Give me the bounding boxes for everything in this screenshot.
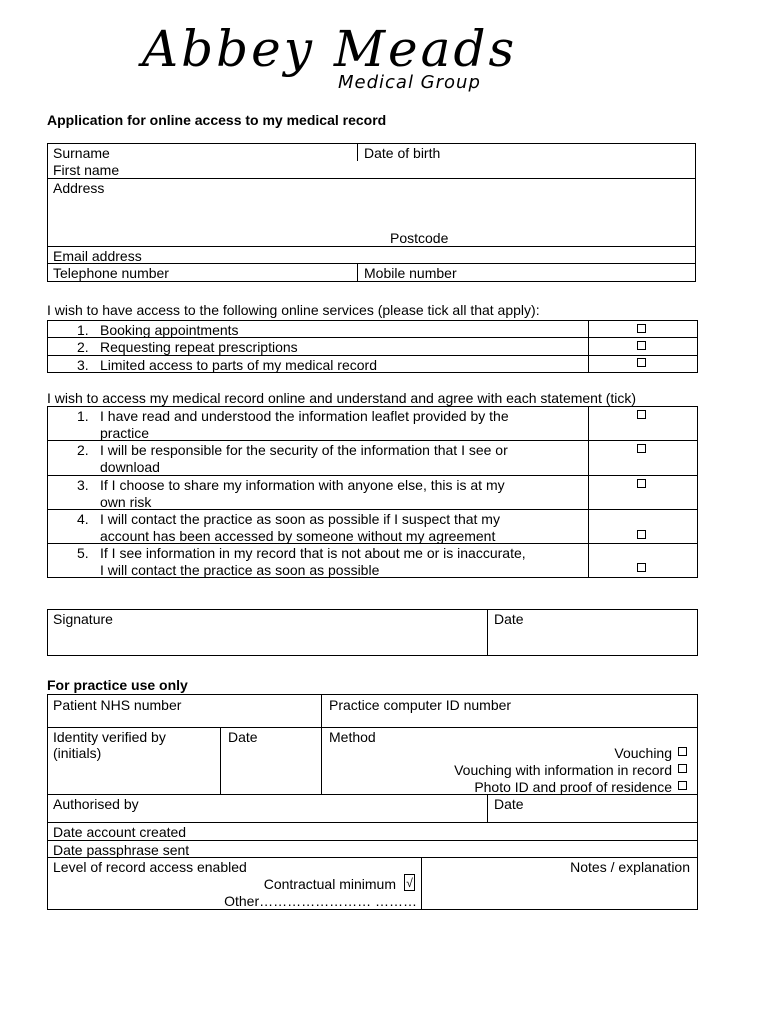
- statement-num: 2.: [77, 442, 89, 458]
- statement-num: 5.: [77, 545, 89, 561]
- method-vouching-checkbox[interactable]: [678, 747, 687, 756]
- identity-verified-sublabel: (initials): [53, 745, 102, 761]
- check-mark-icon: √: [406, 876, 413, 890]
- divider: [357, 263, 358, 282]
- address-field[interactable]: Address: [53, 180, 105, 196]
- postcode-field[interactable]: Postcode: [390, 230, 449, 246]
- method-label: Method: [329, 729, 376, 745]
- divider: [487, 609, 488, 656]
- statement-contact-line1: I will contact the practice as soon as possible if I suspect that my: [100, 511, 500, 527]
- statement-share-line2: own risk: [100, 494, 152, 510]
- statement-leaflet-line1: I have read and understood the information leaflet provided by the: [100, 408, 509, 424]
- method-vouching-label: Vouching: [614, 745, 672, 761]
- statement-security-checkbox[interactable]: [637, 444, 646, 453]
- divider: [47, 475, 698, 476]
- signature-table: [47, 609, 698, 656]
- contractual-minimum-checkbox[interactable]: [404, 874, 415, 891]
- method-photo-id-label: Photo ID and proof of residence: [474, 779, 672, 795]
- other-access-field[interactable]: Other…………………… ………: [224, 893, 417, 909]
- identity-date-field[interactable]: Date: [228, 729, 258, 745]
- services-intro: I wish to have access to the following online services (please tick all that apply):: [47, 302, 540, 318]
- service-record-checkbox[interactable]: [637, 358, 646, 367]
- divider: [47, 727, 698, 728]
- statement-share-checkbox[interactable]: [637, 479, 646, 488]
- statement-contact-checkbox[interactable]: [637, 530, 646, 539]
- passphrase-sent-field[interactable]: Date passphrase sent: [53, 842, 190, 858]
- mobile-field[interactable]: Mobile number: [364, 265, 457, 281]
- contractual-minimum-label: Contractual minimum: [263, 876, 396, 892]
- divider: [47, 263, 696, 264]
- account-created-field[interactable]: Date account created: [53, 824, 187, 840]
- divider: [588, 406, 589, 578]
- service-record-label: Limited access to parts of my medical record: [100, 357, 377, 373]
- statement-security-line1: I will be responsible for the security of the information that I see or: [100, 442, 508, 458]
- divider: [220, 727, 221, 794]
- authorised-date-field[interactable]: Date: [494, 796, 524, 812]
- statement-inaccurate-checkbox[interactable]: [637, 563, 646, 572]
- statement-leaflet-checkbox[interactable]: [637, 410, 646, 419]
- statement-share-line1: If I choose to share my information with anyone else, this is at my: [100, 477, 505, 493]
- divider: [588, 320, 589, 373]
- divider: [421, 857, 422, 910]
- statement-security-line2: download: [100, 459, 160, 475]
- statement-num: 3.: [77, 477, 89, 493]
- nhs-number-field[interactable]: Patient NHS number: [53, 697, 182, 713]
- signature-date-field[interactable]: Date: [494, 611, 524, 627]
- service-prescriptions-label: Requesting repeat prescriptions: [100, 339, 298, 355]
- authorised-by-field[interactable]: Authorised by: [53, 796, 139, 812]
- notes-field[interactable]: Notes / explanation: [570, 859, 690, 875]
- practice-heading: For practice use only: [47, 677, 188, 693]
- divider: [321, 694, 322, 794]
- divider: [47, 246, 696, 247]
- divider: [47, 355, 698, 356]
- signature-field[interactable]: Signature: [53, 611, 113, 627]
- identity-verified-field[interactable]: Identity verified by: [53, 729, 166, 745]
- service-booking-checkbox[interactable]: [637, 324, 646, 333]
- surname-field[interactable]: Surname: [53, 145, 110, 161]
- computer-id-field[interactable]: Practice computer ID number: [329, 697, 512, 713]
- access-level-label: Level of record access enabled: [53, 859, 247, 875]
- statement-num: 1.: [77, 408, 89, 424]
- statement-num: 4.: [77, 511, 89, 527]
- telephone-field[interactable]: Telephone number: [53, 265, 169, 281]
- logo-sub-text: Medical Group: [338, 72, 481, 93]
- service-num: 3.: [77, 357, 89, 373]
- form-title: Application for online access to my medical record: [47, 112, 387, 128]
- service-booking-label: Booking appointments: [100, 322, 239, 338]
- method-vouching-info-checkbox[interactable]: [678, 764, 687, 773]
- service-num: 2.: [77, 339, 89, 355]
- statements-intro: I wish to access my medical record online and understand and agree with each statement (tick): [47, 390, 637, 406]
- personal-details-table: [47, 143, 696, 282]
- statement-inaccurate-line2: I will contact the practice as soon as possible: [100, 562, 380, 578]
- statement-inaccurate-line1: If I see information in my record that is not about me or is inaccurate,: [100, 545, 526, 561]
- method-vouching-info-label: Vouching with information in record: [454, 762, 672, 778]
- statement-contact-line2: account has been accessed by someone without my agreement: [100, 528, 496, 544]
- divider: [47, 822, 698, 823]
- method-photo-id-checkbox[interactable]: [678, 781, 687, 790]
- divider: [47, 178, 696, 179]
- divider: [47, 840, 698, 841]
- first-name-field[interactable]: First name: [53, 162, 120, 178]
- statement-leaflet-line2: practice: [100, 425, 150, 441]
- dob-field[interactable]: Date of birth: [364, 145, 441, 161]
- service-prescriptions-checkbox[interactable]: [637, 341, 646, 350]
- divider: [357, 143, 358, 161]
- email-field[interactable]: Email address: [53, 248, 142, 264]
- service-num: 1.: [77, 322, 89, 338]
- divider: [487, 794, 488, 822]
- logo-main-text: Abbey Meads: [142, 20, 518, 78]
